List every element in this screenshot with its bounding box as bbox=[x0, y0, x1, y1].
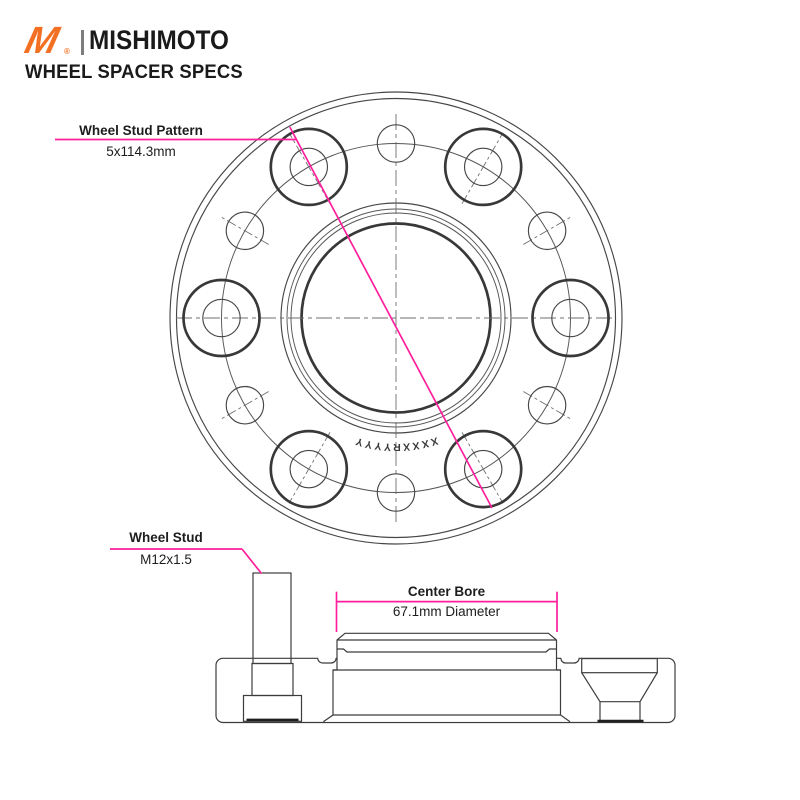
countersunk-hole bbox=[582, 658, 658, 720]
mishimoto-logo-icon: M bbox=[20, 20, 63, 62]
stud-knurl bbox=[252, 664, 293, 696]
logo-divider bbox=[81, 30, 84, 55]
wheel-stud-pattern-value: 5x114.3mm bbox=[106, 143, 176, 159]
engraving-text: XXXXRYYYY bbox=[352, 434, 440, 453]
stud-shaft bbox=[253, 573, 291, 664]
wheel-stud-section bbox=[244, 573, 302, 721]
wheel-stud-label: Wheel Stud bbox=[129, 530, 203, 545]
top-view-drawing bbox=[170, 92, 622, 544]
page-title: WHEEL SPACER SPECS bbox=[25, 62, 243, 83]
center-bore-cavity bbox=[323, 633, 570, 721]
center-bore-value: 67.1mm Diameter bbox=[392, 604, 501, 619]
brand-name: MISHIMOTO bbox=[89, 25, 229, 55]
center-bore-label: Center Bore bbox=[407, 583, 486, 599]
stud-head bbox=[244, 696, 302, 722]
wheel-stud-pattern-label: Wheel Stud Pattern bbox=[79, 123, 203, 138]
wheel-stud-value: M12x1.5 bbox=[140, 551, 192, 567]
registered-trademark: ® bbox=[64, 47, 70, 56]
